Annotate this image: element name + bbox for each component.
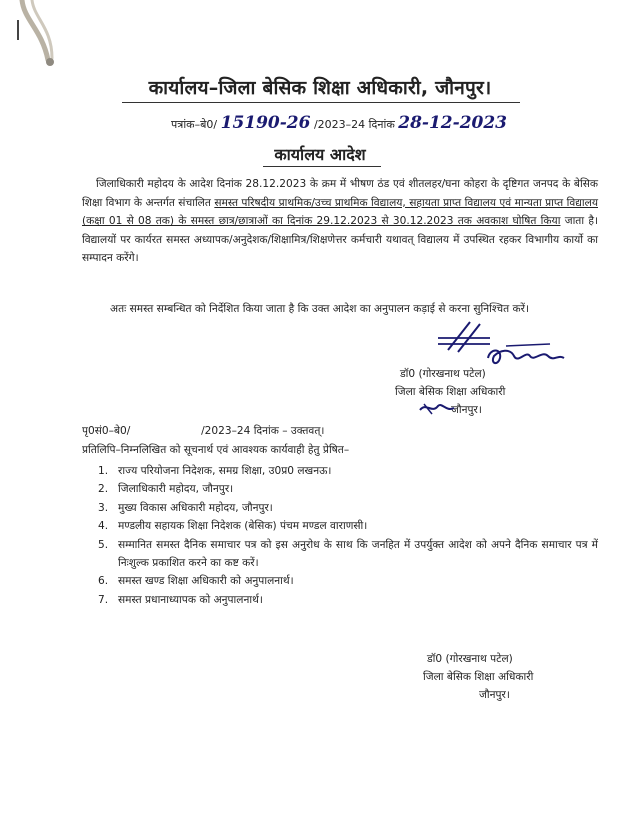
list-item-text: मुख्य विकास अधिकारी महोदय, जौनपुर।: [118, 501, 273, 514]
order-title-underline: [263, 166, 381, 167]
forwarding-ref-line: [82, 424, 324, 438]
list-item-number: 6.: [98, 575, 109, 588]
list-item-number: 2.: [98, 483, 109, 496]
signatory-name: डॉ0 (गोरखनाथ पटेल): [427, 653, 513, 665]
list-item-text: सम्मानित समस्त दैनिक समाचार पत्र को इस अनुरोध के साथ कि जनहित में उपर्युक्त आदेश को अपने दैनिक समाचार पत्र में निःशुल्क प्रकाशित करने का कष्ट करें।: [118, 538, 598, 570]
signatory-name: डॉ0 (गोरखनाथ पटेल): [400, 368, 486, 380]
heading-underline: [122, 102, 520, 103]
signatory-place: जौनपुर।: [479, 689, 510, 701]
forwarding-ref: पृ0सं0–बे0/: [82, 425, 131, 437]
ref-session: /2023–24: [313, 118, 366, 131]
paragraph-1-underlined: समस्त परिषदीय प्राथमिक/उच्च प्राथमिक विद्यालय, सहायता प्राप्त विद्यालय एवं मान्यता प्राप्त विद्यालय (कक्षा 01 से 08 तक) के समस्त छात्र/छात्राओं का दिनांक 29.12.2023 से 30.12.2023 तक अवकाश घोषित किया: [82, 196, 598, 228]
copy-text: निम्नलिखित को सूचनार्थ एवं आवश्यक कार्यवाही हेतु प्रेषित–: [120, 444, 350, 456]
order-title: कार्यालय आदेश: [274, 145, 366, 164]
office-heading: कार्यालय–जिला बेसिक शिक्षा अधिकारी, जौनपुर।: [148, 77, 492, 99]
signatory-designation: जिला बेसिक शिक्षा अधिकारी: [423, 671, 534, 683]
list-item: [98, 591, 598, 609]
list-item-text: मण्डलीय सहायक शिक्षा निदेशक (बेसिक) पंचम मण्डल वाराणसी।: [118, 520, 368, 533]
reference-line: [171, 113, 507, 133]
copy-recipient-list: [98, 462, 598, 609]
forwarding-session-date: /2023–24 दिनांक – उक्तवत्।: [201, 425, 325, 437]
list-item: [98, 517, 598, 535]
list-item-text: जिलाधिकारी महोदय, जौनपुर।: [118, 483, 234, 496]
signature-block-2: [423, 650, 533, 704]
paragraph-1-end: जाता है। विद्यालयों पर कार्यरत समस्त अध्यापक/अनुदेशक/शिक्षामित्र/शिक्षणेत्तर कर्मचारी यथावत् विद्यालय में उपस्थित रहकर विभागीय कार्यो का सम्पादन करेंगे।: [82, 215, 598, 265]
list-item: [98, 499, 598, 517]
date-label: दिनांक: [368, 118, 395, 131]
initials-icon: [418, 400, 458, 416]
date-handwritten: 28-12-2023: [398, 113, 508, 133]
paragraph-1-intro: जिलाधिकारी महोदय के आदेश दिनांक 28.12.2023 के क्रम में भीषण ठंड एवं शीतलहर/घना कोहरा के दृष्टिगत जनपद के बेसिक शिक्षा विभाग के अन्तर्गत संचालित: [82, 178, 598, 209]
list-item-text: राज्य परियोजना निदेशक, समग्र शिक्षा, उ0प्र0 लखनऊ।: [118, 465, 332, 477]
signatory-designation: जिला बेसिक शिक्षा अधिकारी: [395, 386, 506, 398]
binder-string-icon: [12, 0, 62, 70]
list-item: [98, 480, 598, 498]
list-item-number: 1.: [98, 465, 109, 477]
list-item-number: 4.: [98, 520, 109, 533]
list-item: [98, 462, 598, 480]
ref-prefix: पत्रांक–बे0/: [171, 118, 218, 131]
signatory-place: जौनपुर।: [451, 404, 482, 416]
list-item-text: समस्त खण्ड शिक्षा अधिकारी को अनुपालनार्थ।: [118, 575, 294, 588]
list-item-number: 5.: [98, 538, 109, 551]
copy-to-line: [82, 443, 349, 457]
list-item-number: 3.: [98, 501, 109, 514]
list-item-text: समस्त प्रधानाध्यापक को अनुपालनार्थ।: [118, 593, 263, 606]
list-item: [98, 536, 598, 573]
list-item-number: 7.: [98, 593, 109, 606]
order-paragraph-2: अतः समस्त सम्बन्धित को निर्देशित किया जाता है कि उक्त आदेश का अनुपालन कड़ाई से करना सुनिश्चित करें।: [110, 303, 529, 315]
copy-label: प्रतिलिपि–: [82, 444, 121, 456]
signature-icon: [430, 320, 580, 370]
order-paragraph-1: [82, 175, 598, 268]
list-item: [98, 572, 598, 590]
ref-number-handwritten: 15190-26: [220, 113, 311, 133]
